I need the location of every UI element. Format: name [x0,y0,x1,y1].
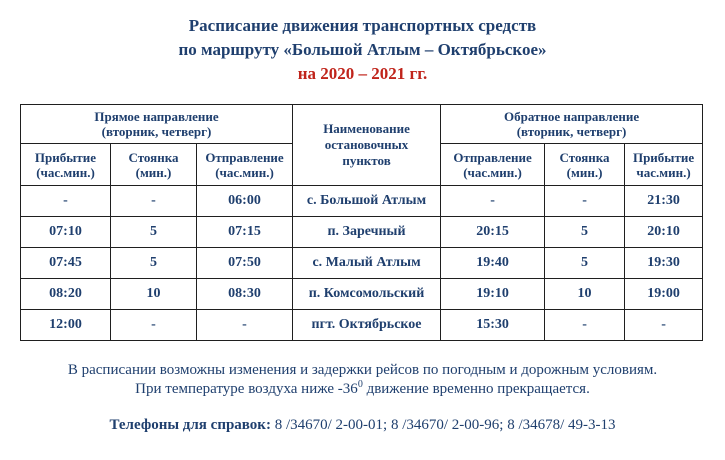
return-arrival-cell: 21:30 [625,186,703,217]
col-r-arrival-line-2: час.мин.) [636,164,691,180]
col-arrival-line-1: Прибытие [34,149,97,165]
return-stop-cell: 5 [545,248,625,279]
forward-stop-cell: - [111,186,197,217]
stops-header-line-1: Наименование [323,121,410,136]
col-r-arrival-line-1: Прибытие [632,149,695,165]
phones-line [0,416,725,434]
forward-direction-header [21,105,293,144]
stop-name-cell: с. Большой Атлым [293,186,441,217]
return-departure-cell: 19:40 [441,248,545,279]
return-departure-cell: 15:30 [441,310,545,341]
table-row [21,310,703,341]
forward-departure-cell: 07:50 [197,248,293,279]
forward-arrival-cell: 07:10 [21,217,111,248]
schedule-table [20,104,703,341]
return-stop-cell: - [545,310,625,341]
notice-temperature-text: При температуре воздуха ниже -36 [135,381,358,397]
return-arrival-cell: 20:10 [625,217,703,248]
forward-arrival-cell: - [21,186,111,217]
return-arrival-cell: - [625,310,703,341]
col-header-stop [111,144,197,186]
table-row [21,186,703,217]
phones-numbers: 8 /34670/ 2-00-01; 8 /34670/ 2-00-96; 8 /34678/ 49-3-13 [270,417,616,433]
return-departure-cell: 19:10 [441,279,545,310]
stop-name-cell: п. Заречный [293,217,441,248]
return-direction-title: Обратное направление [503,109,640,124]
forward-stop-cell: 5 [111,217,197,248]
title-line-1: Расписание движения транспортных средств [188,16,537,35]
return-stop-cell: 10 [545,279,625,310]
col-header-return-stop [545,144,625,186]
return-arrival-cell: 19:30 [625,248,703,279]
table-row [21,217,703,248]
col-departure-line-2: (час.мин.) [215,164,274,180]
col-header-arrival [21,144,111,186]
col-stop-line-1: Стоянка [128,149,179,165]
title-years: на 2020 – 2021 гг. [297,64,428,83]
stop-name-cell: пгт. Октябрьское [293,310,441,341]
col-r-stop-line-1: Стоянка [559,149,610,165]
degree-superscript: 0 [357,379,363,390]
col-stop-line-2: (мин.) [135,164,172,180]
return-departure-cell: - [441,186,545,217]
col-departure-line-1: Отправление [205,149,284,165]
stops-header-line-2: остановочных [324,137,409,152]
stop-name-cell: с. Малый Атлым [293,248,441,279]
forward-stop-cell: - [111,310,197,341]
notice-temperature [0,380,725,398]
forward-arrival-cell: 08:20 [21,279,111,310]
forward-departure-cell: 07:15 [197,217,293,248]
table-row [21,248,703,279]
return-departure-cell: 20:15 [441,217,545,248]
title-line-2: по маршруту «Большой Атлым – Октябрьское» [178,40,547,59]
forward-departure-cell: - [197,310,293,341]
phones-label: Телефоны для справок: [109,417,271,433]
col-header-departure [197,144,293,186]
col-header-return-departure [441,144,545,186]
col-header-return-arrival [625,144,703,186]
col-arrival-line-2: (час.мин.) [36,164,95,180]
return-arrival-cell: 19:00 [625,279,703,310]
col-r-stop-line-2: (мин.) [566,164,603,180]
notice-delays: В расписании возможны изменения и задержки рейсов по погодным и дорожным условиям. [67,362,658,378]
return-direction-days: (вторник, четверг) [516,124,627,139]
stops-header-line-3: пунктов [342,153,391,168]
forward-direction-title: Прямое направление [94,109,219,124]
table-header-row-directions [21,105,703,144]
col-r-departure-line-2: (час.мин.) [463,164,522,180]
return-stop-cell: 5 [545,217,625,248]
forward-departure-cell: 06:00 [197,186,293,217]
return-stop-cell: - [545,186,625,217]
stops-column-header [293,105,441,186]
forward-departure-cell: 08:30 [197,279,293,310]
forward-arrival-cell: 07:45 [21,248,111,279]
forward-direction-days: (вторник, четверг) [101,124,212,139]
forward-stop-cell: 10 [111,279,197,310]
stop-name-cell: п. Комсомольский [293,279,441,310]
forward-stop-cell: 5 [111,248,197,279]
notice-temperature-tail: движение временно прекращается. [362,381,590,397]
forward-arrival-cell: 12:00 [21,310,111,341]
col-r-departure-line-1: Отправление [453,149,532,165]
table-row [21,279,703,310]
return-direction-header [441,105,703,144]
